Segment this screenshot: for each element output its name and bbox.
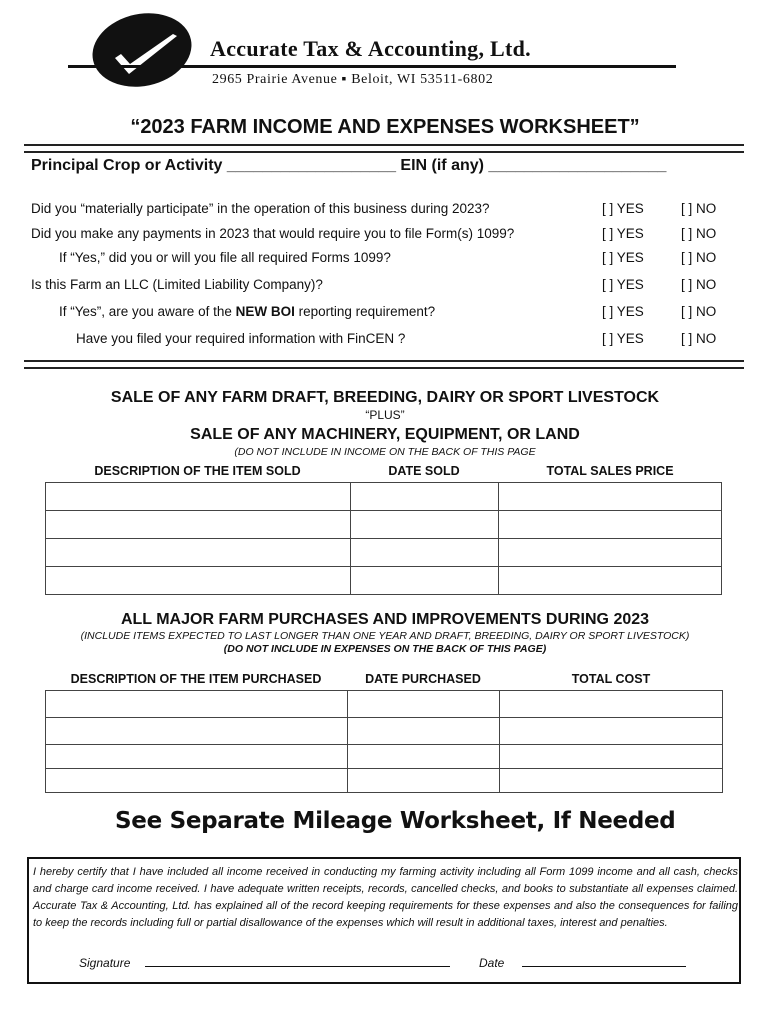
signature-line[interactable] <box>145 966 450 967</box>
purchases-cell-cost[interactable] <box>500 745 723 769</box>
sales-col-date: DATE SOLD <box>388 464 460 478</box>
purchases-col-date: DATE PURCHASED <box>365 672 481 686</box>
certification-text: I hereby certify that I have included all income received in conducting my farming activity including all Form 1099 income and all cash, checks and charge card income received. I have adequate written receipts, records, cancelled checks, and books to substantiate all expenses claimed. Accurate Tax & Accounting, Ltd. has explained all of the record keeping requirements for these expenses and also the consequences for failing to keep the records including full or partial disallowance of the expenses which will result in additional taxes, interest and penalties. <box>33 866 738 929</box>
table-row <box>46 567 722 595</box>
no-checkbox-fincen[interactable]: [ ] NO <box>681 331 717 346</box>
purchases-table <box>45 690 723 793</box>
sales-cell-price[interactable] <box>499 511 722 539</box>
sales-note: (DO NOT INCLUDE IN INCOME ON THE BACK OF THIS PAGE <box>234 446 536 458</box>
sales-cell-description[interactable] <box>46 511 351 539</box>
no-checkbox-file-1099[interactable]: [ ] NO <box>681 250 717 265</box>
title-divider <box>24 144 744 153</box>
question-boi-post: reporting requirement? <box>294 304 436 319</box>
question-fincen: Have you filed your required information with FinCEN ? <box>76 331 406 346</box>
table-row <box>46 769 723 793</box>
table-row <box>46 539 722 567</box>
sales-cell-price[interactable] <box>499 567 722 595</box>
page-title: “2023 FARM INCOME AND EXPENSES WORKSHEET” <box>130 116 640 138</box>
no-checkbox-1099-payments[interactable]: [ ] NO <box>681 226 717 241</box>
company-address: 2965 Prairie Avenue ▪ Beloit, WI 53511-6802 <box>212 72 494 87</box>
mileage-note: See Separate Mileage Worksheet, If Needed <box>115 808 676 834</box>
no-checkbox-boi[interactable]: [ ] NO <box>681 304 717 319</box>
signature-label: Signature <box>79 956 131 970</box>
sales-col-price: TOTAL SALES PRICE <box>546 464 674 478</box>
no-checkbox-material-participation[interactable]: [ ] NO <box>681 201 717 216</box>
logo-underline <box>68 65 676 68</box>
question-boi-bold: NEW BOI <box>235 304 295 319</box>
sales-cell-description[interactable] <box>46 539 351 567</box>
purchases-cell-cost[interactable] <box>500 691 723 718</box>
purchases-cell-cost[interactable] <box>500 769 723 793</box>
sales-cell-description[interactable] <box>46 483 351 511</box>
table-row <box>46 718 723 745</box>
yes-checkbox-file-1099[interactable]: [ ] YES <box>602 250 644 265</box>
purchases-cell-date[interactable] <box>348 718 500 745</box>
date-label: Date <box>479 956 505 970</box>
purchases-cell-date[interactable] <box>348 745 500 769</box>
yes-checkbox-boi[interactable]: [ ] YES <box>602 304 644 319</box>
purchases-cell-description[interactable] <box>46 769 348 793</box>
date-line[interactable] <box>522 966 686 967</box>
yes-checkbox-material-participation[interactable]: [ ] YES <box>602 201 644 216</box>
company-name: Accurate Tax & Accounting, Ltd. <box>210 36 531 61</box>
sales-heading-machinery: SALE OF ANY MACHINERY, EQUIPMENT, OR LAND <box>190 426 580 443</box>
table-row <box>46 745 723 769</box>
question-llc: Is this Farm an LLC (Limited Liability Company)? <box>31 277 323 292</box>
question-1099-payments: Did you make any payments in 2023 that would require you to file Form(s) 1099? <box>31 226 515 241</box>
question-boi-pre: If “Yes”, are you aware of the <box>59 304 236 319</box>
purchases-cell-description[interactable] <box>46 718 348 745</box>
purchases-note-exclude: (DO NOT INCLUDE IN EXPENSES ON THE BACK OF THIS PAGE) <box>223 643 547 655</box>
questions-divider <box>24 360 744 369</box>
purchases-cell-description[interactable] <box>46 745 348 769</box>
sales-cell-date[interactable] <box>351 483 499 511</box>
table-row <box>46 691 723 718</box>
sales-cell-date[interactable] <box>351 539 499 567</box>
sales-col-description: DESCRIPTION OF THE ITEM SOLD <box>94 464 301 478</box>
yes-checkbox-1099-payments[interactable]: [ ] YES <box>602 226 644 241</box>
sales-cell-date[interactable] <box>351 511 499 539</box>
question-file-1099: If “Yes,” did you or will you file all required Forms 1099? <box>59 250 391 265</box>
purchases-col-cost: TOTAL COST <box>571 672 651 686</box>
sales-plus: “PLUS” <box>365 408 405 422</box>
purchases-cell-date[interactable] <box>348 691 500 718</box>
question-material-participation: Did you “materially participate” in the operation of this business during 2023? <box>31 201 490 216</box>
sales-cell-price[interactable] <box>499 539 722 567</box>
question-boi <box>59 304 435 319</box>
purchases-note-include: (INCLUDE ITEMS EXPECTED TO LAST LONGER THAN ONE YEAR AND DRAFT, BREEDING, DAIRY OR SPORT LIVESTOCK) <box>80 630 690 642</box>
purchases-cell-description[interactable] <box>46 691 348 718</box>
no-checkbox-llc[interactable]: [ ] NO <box>681 277 717 292</box>
purchases-col-description: DESCRIPTION OF THE ITEM PURCHASED <box>70 672 322 686</box>
yes-checkbox-llc[interactable]: [ ] YES <box>602 277 644 292</box>
purchases-cell-date[interactable] <box>348 769 500 793</box>
purchases-heading: ALL MAJOR FARM PURCHASES AND IMPROVEMENTS DURING 2023 <box>120 611 650 628</box>
checkmark-icon <box>103 24 187 84</box>
sales-cell-price[interactable] <box>499 483 722 511</box>
purchases-cell-cost[interactable] <box>500 718 723 745</box>
sales-heading-livestock: SALE OF ANY FARM DRAFT, BREEDING, DAIRY OR SPORT LIVESTOCK <box>110 389 660 406</box>
sales-cell-date[interactable] <box>351 567 499 595</box>
table-row <box>46 483 722 511</box>
crop-activity-field[interactable]: Principal Crop or Activity ___________________ EIN (if any) ____________________ <box>31 157 667 174</box>
table-row <box>46 511 722 539</box>
sales-cell-description[interactable] <box>46 567 351 595</box>
sales-table <box>45 482 722 595</box>
yes-checkbox-fincen[interactable]: [ ] YES <box>602 331 644 346</box>
